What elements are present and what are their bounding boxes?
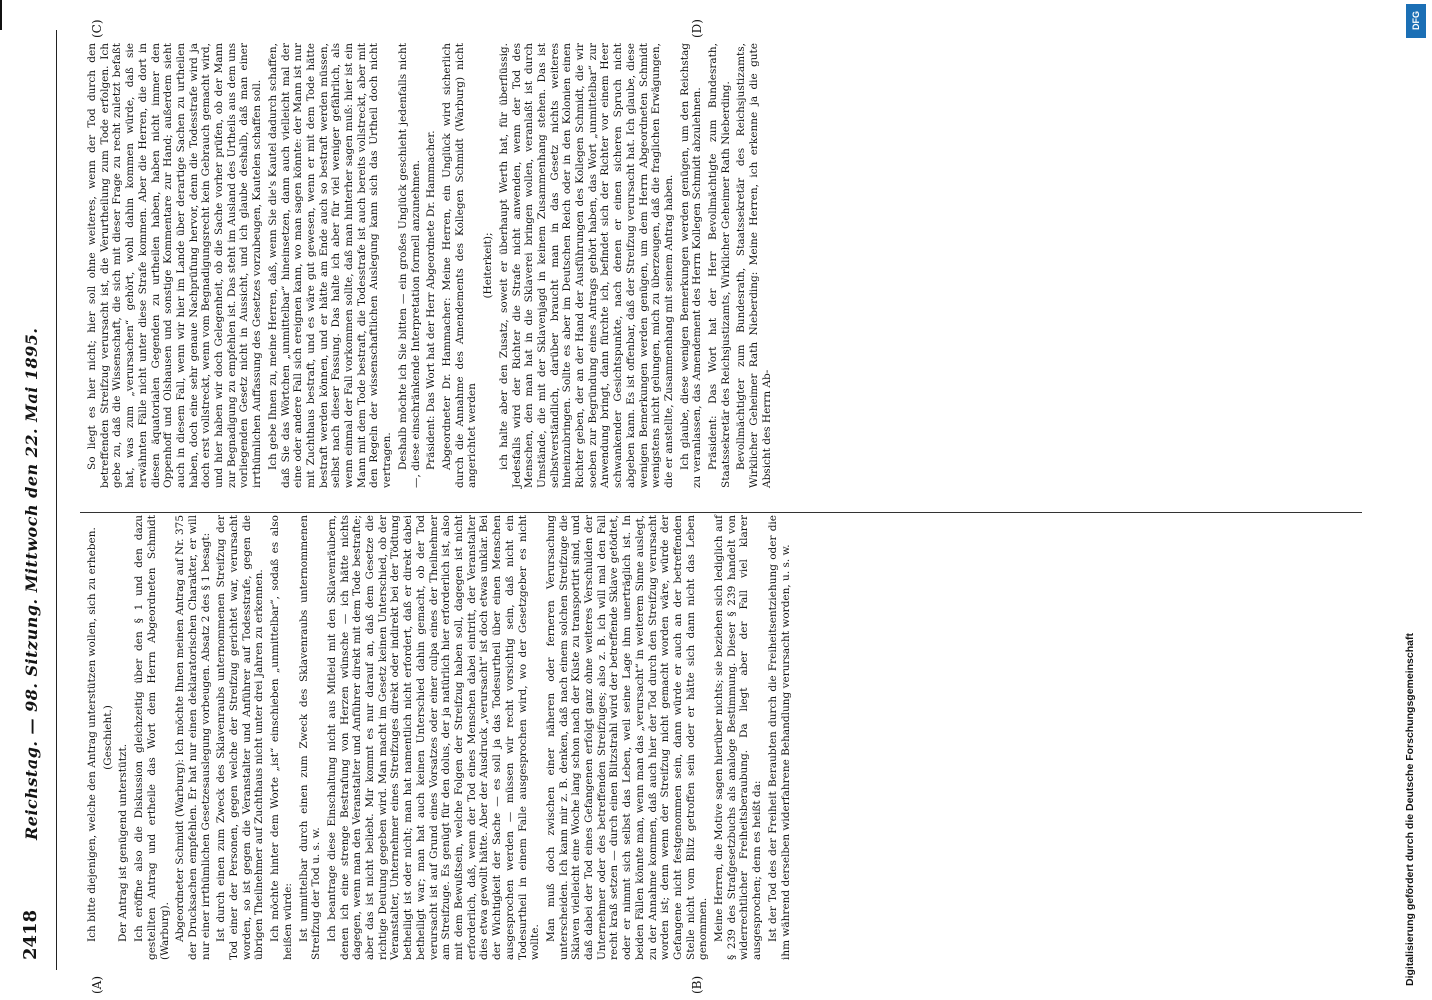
paragraph: (Geschieht.) [101,705,114,770]
paragraph: Ist der Tod des der Freiheit Beraubten durch die Freiheitsentziehung oder die ihm während derselben widerfahrene Behandlung verursacht worden, u. s. w. [766,515,792,960]
column-divider [80,512,1362,513]
paragraph: ich halte aber den Zusatz, soweit er überhaupt Werth hat, für überflüssig. Jedesfalls wird der Richter die Strafe nicht anwenden, wenn der Tod des Menschen, den man hat in die Sklaverei bringen wollen, veranlaßt ist durch Umstände, die mit der Sklavenjagd in keinem Zusammenhang stehen. Das ist selbstverständlich, darüber braucht man in das Gesetz nichts weiteres hineinzubringen. Sollte es aber im Deutschen Reich oder in den Kolonien einen Richter geben, der an der Hand der Ausführungen des Kollegen Schmidt, die wir soeben zur Begründung eines Antrags gehört haben, das Wort „unmittelbar“ zur Anwendung bringt, dann fürchte ich, befindet sich der Richter vor einem Heer schwankender Gesichtspunkte, nach denen er einen sicheren Spruch nicht abgeben kann. Es ist offenbar, daß der Streifzug verursacht hat. Ich glaube, diese wenigen Bemerkungen werden genügen, um dem Herrn Abgeordneten Schmidt wenigstens nicht gelungen, mich zu überzeugen, daß die fraglichen Erwägungen, die er anstellte, Zusammenhang mit seinem Antrag haben. [497,43,675,488]
paragraph: Ich glaube, diese wenigen Bemerkungen werden genügen, um den Reichstag zu veranlassen, das Amendement des Herrn Kollegen Schmidt abzulehnen. [678,43,704,488]
page-number: 2418 [20,909,41,960]
header-rule [56,30,57,970]
paragraph: (Heiterkeit); [482,232,495,299]
digitization-note: Digitalisierung gefördert durch die Deutsche Forschungsgemeinschaft [1404,633,1416,986]
page-header [0,0,64,1000]
binding-mark [0,0,8,30]
paragraph: Ich beantrage diese Einschaltung nicht aus Mitleid mit den Sklavenräubern, denen ich eine strenge Bestrafung von Herzen wünsche — ich hätte nichts dagegen, wenn man den Veranstalter und Anführer direkt mit dem Tode bestrafte; aber das ist nicht beliebt. Mir kommt es nur darauf an, daß dem Gesetze die richtige Deutung gegeben wird. Man macht im Gesetz keinen Unterschied, ob der Veranstalter, Unternehmer eines Streifzuges direkt oder indirekt bei der Tödtung betheiligt ist oder nicht; man hat namentlich nicht erfordert, daß er direkt dabei betheiligt war; man hat auch keinen Unterschied dahin gemacht, ob der Tod verursacht ist auf Grund eines Vorsatzes oder einer culpa eines der Theilnehmer am Streifzuge. Es genügt für den dolus, der ja natürlich hier erforderlich ist, also mit dem Bewußtsein, welche Folgen der Streifzug haben soll, dagegen ist nicht erforderlich, daß, wenn der Tod eines Menschen dabei eintritt, der Veranstalter dies etwa gewollt hätte. Aber der Ausdruck „verursacht“ ist doch etwas unklar. Bei der Wichtigkeit der Sache — es soll ja das Todesurtheil über einen Menschen ausgesprochen werden — müssen wir recht vorsichtig sein, daß nicht ein Todesurtheil in einem Falle ausgesprochen wird, wo der Gesetzgeber es nicht wollte. [325,515,542,960]
paragraph: Man muß doch zwischen einer näheren oder ferneren Verursachung unterscheiden. Ich kann mir z. B. denken, daß nach einem solchen Streifzuge die Sklaven vielleicht eine Woche lang schon nach der Küste zu transportirt sind, und daß dabei der Tod eines Gefangenen erfolgt ganz ohne weiteres Verschulden der Unternehmer oder des betreffenden Streifzuges; also z. B. ich will mal den Fall recht kraß setzen — durch einen Blitzstrahl wird der betreffende Sklave getödtet, oder er nimmt sich selbst das Leben, weil seine Lage ihm unerträglich ist. In beiden Fällen könnte man, wenn man das „verursacht“ in weiterem Sinne auslegt, zu der Annahme kommen, daß auch hier der Tod durch den Streifzug verursacht worden ist; denn wenn der Streifzug nicht gemacht worden wäre, würde der Gefangene nicht festgenommen sein, dann würde er auch an der betreffenden Stelle nicht vom Blitz getroffen sein oder er hätte sich dann nicht das Leben genommen. [544,515,710,960]
running-title: Reichstag. — 98. Sitzung. Mittwoch den 22. Mai 1895. [22,327,41,840]
right-column [86,43,777,488]
paragraph: Ist unmittelbar durch einen zum Zweck des Sklavenraubs unternommenen Streifzug der Tod u. s. w. [297,515,323,960]
margin-mark-b: (B) [690,975,704,994]
paragraph: So liegt es hier nicht; hier soll ohne weiteres, wenn der Tod durch den betreffenden Streifzug verursacht ist, die Verurtheilung zum Tode erfolgen. Ich gebe zu, daß die Wissenschaft, die sich mit dieser Frage zu recht zuletzt befaßt hat, was zum „verursachen“ gehört, wohl dahin kommen würde, daß sie erwähnten Fälle nicht unter diese Strafe kommen. Aber die Herren, die dort in diesen äquatorialen Gegenden zu urtheilen haben, haben nicht immer den Oppenhoff und Olshausen und sonstige Kommentare zur Hand; außerdem sieht auch in diesem Fall, wenn wir hier im Lande über derartige Sachen zu urtheilen haben, doch eine sehr genaue Nachprüfung hervor, denn die Todesstrafe wird ja doch erst vollstreckt, wenn vom Begnadigungsrecht kein Gebrauch gemacht wird, und hier haben wir doch Gelegenheit, ob die Sache vorher prüfen, ob der Mann zur Begnadigung zu empfehlen ist. Das steht im Ausland des Urtheils aus dem uns vorliegenden Gesetz nicht in Aussicht, und ich glaube deshalb, daß man einer irrthümlichen Auffassung des Gesetzes vorzubeugen, Kautelen schaffen soll. [86,43,264,488]
paragraph: Abgeordneter Dr. Hammacher: Meine Herren, ein Unglück wird sicherlich durch die Annahme des Amendements des Kollegen Schmidt (Warburg) nicht angerichtet werden [440,43,479,488]
paragraph: Ich gebe Ihnen zu, meine Herren, daß, wenn Sie die's Kautel dadurch schaffen, daß Sie das Wörtchen „unmittelbar“ hineinsetzen, dann auch vielleicht mal der eine oder andere Fall sich ereignen kann, wo man sagen könnte: der Mann ist nur mit Zuchthaus bestraft, und es wäre gut gewesen, wenn er mit dem Tode hätte bestraft werden können, und er hätte am Ende auch so bestraft werden müssen, selbst nach dieser Fassung. Das halte ich aber für viel weniger gefährlich, als wenn einmal der Fall vorkommen sollte, daß man hinterher sagen muß: hier ist ein Mann mit dem Tode bestraft, die Todesstrafe ist auch bereits vollstreckt, aber mit den Regeln der wissenschaftlichen Auslegung kann sich das Urtheil doch nicht vertragen. [266,43,394,488]
paragraph: Ich eröffne also die Diskussion gleichzeitig über den § 1 und den dazu gestellten Antrag und ertheile das Wort dem Herrn Abgeordneten Schmidt (Warburg). [133,515,171,960]
margin-mark-d: (D) [690,19,704,38]
paragraph: Präsident: Das Wort hat der Herr Abgeordnete Dr. Hammacher. [425,130,438,470]
margin-mark-a: (A) [90,975,104,994]
margin-mark-c: (C) [90,19,104,38]
paragraph: Präsident: Das Wort hat der Herr Bevollmächtigte zum Bundesrath, Staatssekretär des Reichsjustizamts, Wirklicher Geheimer Rath Nieberding. [707,43,732,488]
paragraph: Bevollmächtigter zum Bundesrath, Staatssekretär des Reichsjustizamts, Wirklicher Geheimer Rath Nieberding: Meine Herren, ich erkenne ja die gute Absicht des Herrn Ab- [735,43,773,488]
paragraph: Der Antrag ist genügend unterstützt. [117,743,130,942]
paragraph: Abgeordneter Schmidt (Warburg): Ich möchte Ihnen meinen Antrag auf Nr. 375 der Drucksachen empfehlen. Er hat nur einen deklaratorischen Charakter, er will nur einer irrthümlichen Gesetzesauslegung vorbeugen. Absatz 2 des § 1 besagt: [174,515,212,960]
paragraph: Ist durch einen zum Zweck des Sklavenraubs unternommenen Streifzug der Tod einer der Personen, gegen welche der Streifzug gerichtet war, verursacht worden, so ist gegen die Veranstalter und Anführer auf Todesstrafe, gegen die übrigen Theilnehmer auf Zuchthaus nicht unter drei Jahren zu erkennen. [215,515,266,960]
paragraph: Ich möchte hinter dem Worte „ist“ einschieben „unmittelbar“, sodaß es also heißen würde: [269,515,294,960]
paragraph: Meine Herren, die Motive sagen hierüber nichts; sie beziehen sich lediglich auf § 239 des Strafgesetzbuchs als analoge Bestimmung. Dieser § 239 handelt von widerrechtlicher Freiheitsberaubung. Da liegt aber der Fall viel klarer ausgesprochen; denn es heißt da: [713,515,764,960]
dfg-logo: DFG [1406,4,1426,38]
left-column [86,515,795,960]
paragraph: Ich bitte diejenigen, welche den Antrag unterstützen wollen, sich zu erheben. [86,527,98,942]
paragraph: Deshalb möchte ich Sie bitten — ein großes Unglück geschieht jedenfalls nicht —, diese einschränkende Interpretation formell anzunehmen. [396,43,422,488]
